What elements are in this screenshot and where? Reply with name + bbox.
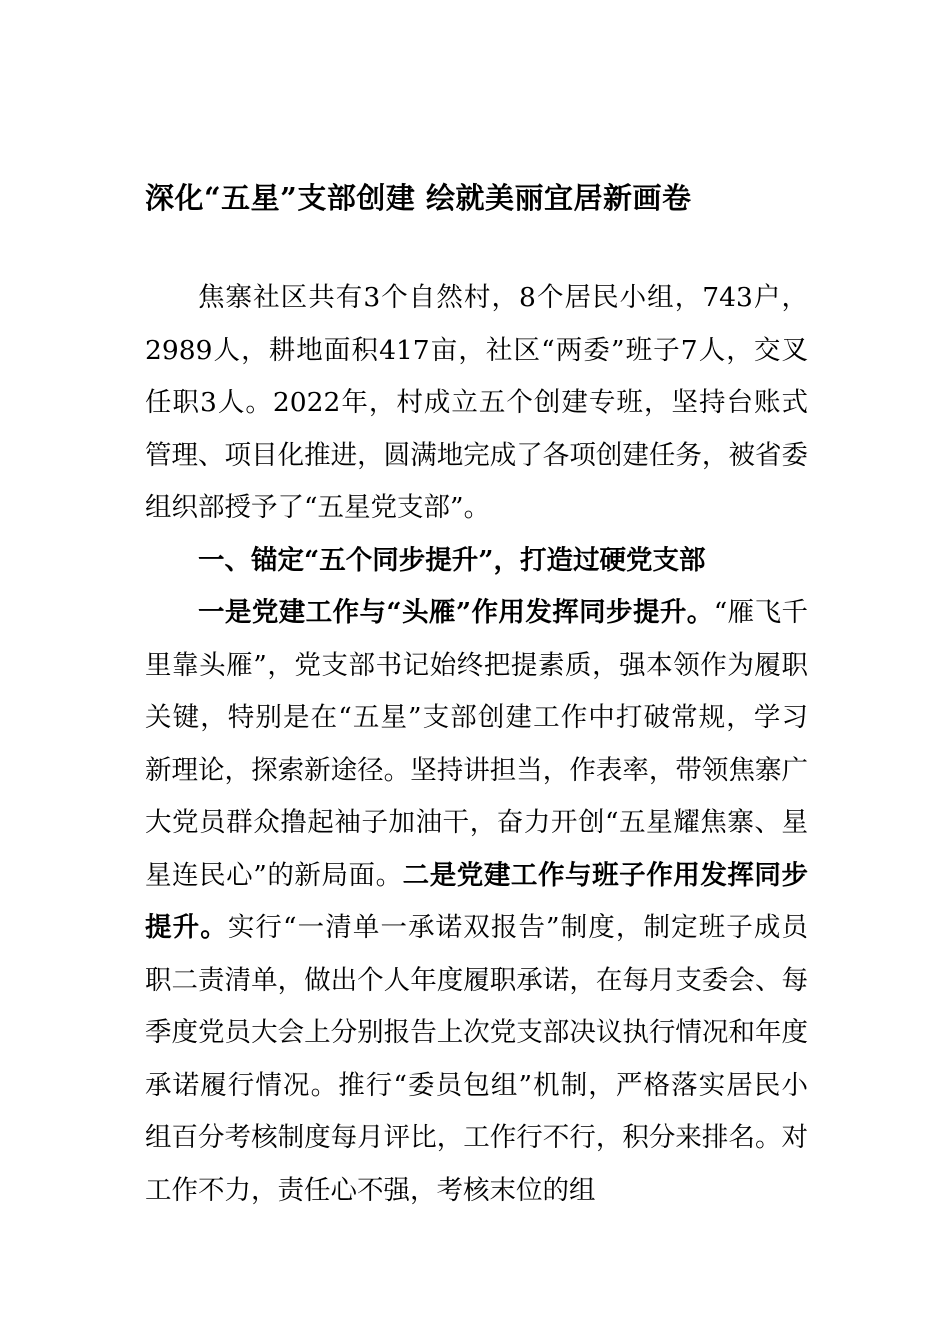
document-title: 深化“五星”支部创建 绘就美丽宜居新画卷	[145, 181, 692, 215]
document-body	[145, 272, 808, 1217]
intro-paragraph: 焦寨社区共有3个自然村，8个居民小组，743户，2989人，耕地面积417亩，社区“两委”班子7人，交叉任职3人。2022年，村成立五个创建专班，坚持台账式管理、项目化推进，圆满地完成了各项创建任务，被省委组织部授予了“五星党支部”。	[145, 282, 808, 523]
point-1-text: “雁飞千里靠头雁”，党支部书记始终把提素质，强本领作为履职关键，特别是在“五星”支部创建工作中打破常规，学习新理论，探索新途径。坚持讲担当，作表率，带领焦寨广大党员群众撸起袖子加油干，奋力开创“五星耀焦寨、星星连民心”的新局面。	[145, 597, 808, 891]
point-2-lead: 二是党建工作与班子作用发挥同步提升。	[145, 859, 808, 943]
section-heading-1: 一、锚定“五个同步提升”，打造过硬党支部	[198, 544, 706, 576]
point-1-lead: 一是党建工作与“头雁”作用发挥同步提升。	[198, 597, 714, 628]
section-1-paragraph	[145, 587, 808, 1217]
point-2-text: 实行“一清单一承诺双报告”制度，制定班子成员职二责清单，做出个人年度履职承诺，在每月支委会、每季度党员大会上分别报告上次党支部决议执行情况和年度承诺履行情况。推行“委员包组”机制，严格落实居民小组百分考核制度每月评比，工作行不行，积分来排名。对工作不力，责任心不强，考核末位的组	[145, 912, 808, 1206]
